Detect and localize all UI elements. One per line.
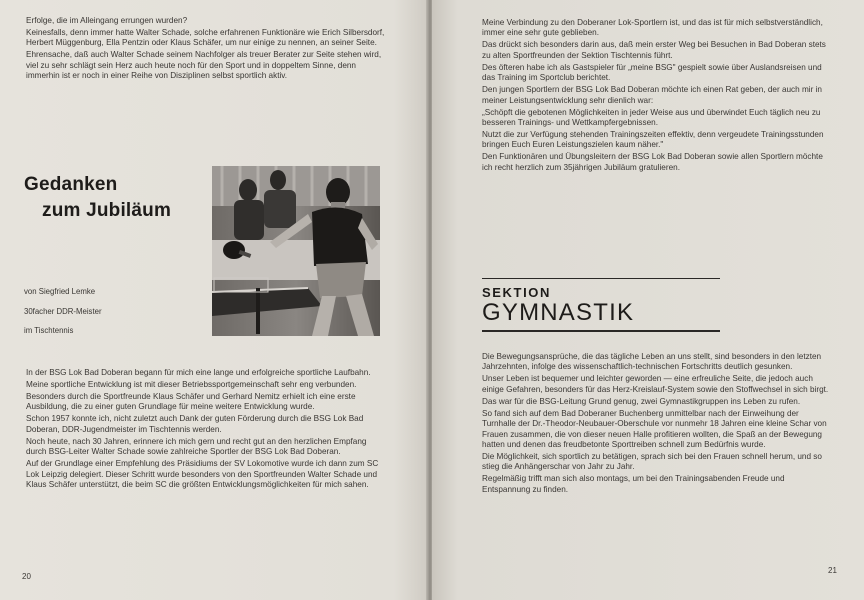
byline-discipline: im Tischtennis: [24, 326, 74, 335]
paragraph: Erfolge, die im Alleingang errungen wurden?: [26, 16, 188, 25]
section-header: [482, 278, 722, 332]
article-heading: [24, 172, 199, 224]
byline-title: 30facher DDR-Meister: [24, 306, 102, 316]
section-rule-bottom: [482, 330, 720, 331]
paragraph: Besonders durch die Sportfreunde Klaus Schäfer und Gerhard Nemitz erhielt ich eine erste Ausbildung, die zu einer guten Grundlage für meine weitere Entwicklung wurde.: [26, 392, 356, 412]
paragraph: Meine Verbindung zu den Doberaner Lok-Sportlern ist, und das ist für mich selbstverständlich, immer eine sehr gute geblieben.: [482, 18, 823, 38]
left-page: [0, 0, 428, 600]
paragraph: Keinesfalls, denn immer hatte Walter Schade, solche erfahrenen Funktionäre wie Erich Silbersdorf, Herbert Müggenburg, Ella Pentzin oder Klaus Schäfer, um nur einige zu nennen, an seiner Seite.: [26, 28, 385, 48]
left-intro-text: [26, 16, 386, 83]
table-tennis-photo: [212, 166, 380, 336]
paragraph: Nutzt die zur Verfügung stehenden Trainingszeiten effektiv, denn vergeudete Trainingsstunden bringen Euch Euren Leistungszielen kaum näher.": [482, 130, 824, 150]
paragraph: „Schöpft die gebotenen Möglichkeiten in jeder Weise aus und überwindet Euch täglich neu zu besseren Trainings- und Wettkampfergebnissen.: [482, 107, 821, 128]
paragraph: Auf der Grundlage einer Empfehlung des Präsidiums der SV Lokomotive wurde ich dann zum SC Lok Leipzig delegiert. Dieser Schritt wurde besonders von den Sportfreunden Walter Schade und Klaus Schäfer unterstützt, die beim SC die größten Entwicklungsmöglichkeiten für mich sahen.: [26, 459, 379, 490]
paragraph: Schon 1957 konnte ich, nicht zuletzt auch Dank der guten Förderung durch die BSG Lok Bad Doberan, DDR-Jugendmeister im Tischtennis werden.: [26, 414, 364, 434]
paragraph: Das war für die BSG-Leitung Grund genug, zwei Gymnastikgruppen ins Leben zu rufen.: [482, 396, 801, 406]
paragraph: Meine sportliche Entwicklung ist mit dieser Betriebssportgemeinschaft sehr eng verbunden.: [26, 380, 357, 389]
byline: [24, 287, 184, 346]
photo-illustration: [212, 166, 380, 336]
right-article-continuation: [482, 18, 832, 175]
section-kicker: SEKTION: [482, 285, 551, 301]
paragraph: Ehrensache, daß auch Walter Schade seinem Nachfolger als treuer Berater zur Seite stehen wird, viel zu sehr schlägt sein Herz auch heute noch für den Sport und in doppeltem Sinne, denn immerhin ist er noch in einer Reihe von Disziplinen selbst sportlich aktiv.: [26, 50, 382, 81]
paragraph: Das drückt sich besonders darin aus, daß mein erster Weg bei Besuchen in Bad Doberan stets zu alten Sportfreunden der Sektion Tischtennis führt.: [482, 40, 826, 60]
paragraph: Des öfteren habe ich als Gastspieler für „meine BSG" gespielt sowie über Auslandsreisen und das Training im Sportclub berichtet.: [482, 62, 822, 83]
heading-line-2: zum Jubiläum: [42, 200, 172, 221]
page-number-right: 21: [828, 566, 837, 575]
section-title: GYMNASTIK: [482, 299, 635, 327]
paragraph: Regelmäßig trifft man sich also montags, um bei den Trainingsabenden Freude und Entspannung zu finden.: [482, 474, 785, 494]
heading-line-1: Gedanken: [24, 174, 118, 195]
left-article-body: [26, 368, 384, 492]
paragraph: Noch heute, nach 30 Jahren, erinnere ich mich gern und recht gut an den herzlichen Empfang durch BSG-Leiter Walter Schade sowie zahlreiche Sportler der BSG Lok Bad Doberan.: [26, 436, 367, 457]
paragraph: Die Bewegungsansprüche, die das tägliche Leben an uns stellt, sind besonders in den letzten Jahrzehnten, infolge des wissenschaftlich-technischen Fortschritts deutlich gesunken.: [482, 352, 822, 372]
paragraph: Unser Leben ist bequemer und leichter geworden — eine erfreuliche Seite, die jedoch auch einige Gefahren, besonders für das Herz-Kreislauf-System sowie den Stoffwechsel in sich birgt.: [482, 374, 829, 394]
paragraph: Den jungen Sportlern der BSG Lok Bad Doberan möchte ich einen Rat geben, der auch mir in meiner Leistungsentwicklung sehr dienlich war:: [482, 85, 822, 105]
byline-author: von Siegfried Lemke: [24, 287, 96, 296]
page-number-left: 20: [22, 572, 31, 581]
paragraph: Den Funktionären und Übungsleitern der BSG Lok Bad Doberan sowie allen Sportlern möchte ich recht herzlich zum 35jährigen Jubiläum gratulieren.: [482, 152, 823, 172]
paragraph: In der BSG Lok Bad Doberan begann für mich eine lange und erfolgreiche sportliche Laufbahn.: [26, 368, 371, 377]
paragraph: Die Möglichkeit, sich sportlich zu betätigen, sprach sich bei den Frauen schnell herum, und so stieg die Anhängerschar von Jahr zu Jahr.: [482, 452, 822, 472]
gymnastics-article-body: [482, 352, 834, 497]
section-rule-top: [482, 278, 720, 279]
paragraph: So fand sich auf dem Bad Doberaner Buchenberg unmittelbar nach der Einweihung der Turnhalle der Dr.-Theodor-Neubauer-Oberschule vor nunmehr 18 Jahren eine kleine Schar von Frauen zusammen, die von dieser neuen Halle profitieren wollten, die Spaß an der Bewegung hatten und denen das freudbetonte Sporttreiben schnell zum Bedürfnis wurde.: [482, 408, 827, 450]
